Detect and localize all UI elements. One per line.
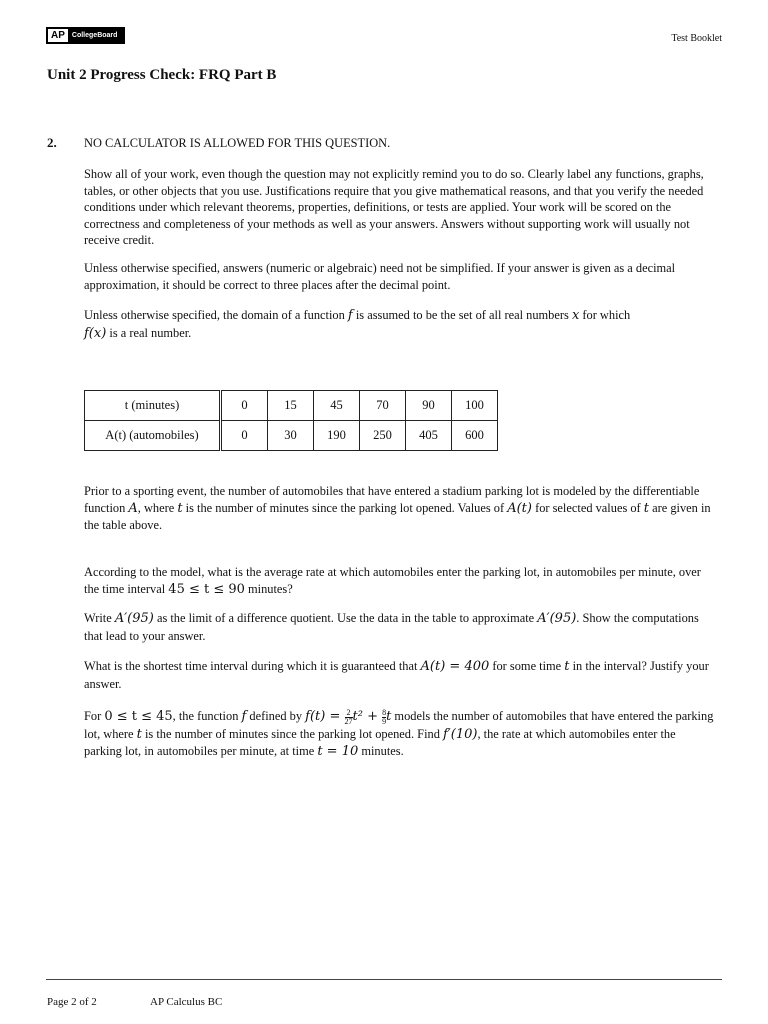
- domain-text-b: is assumed to be the set of all real numbers: [352, 308, 572, 322]
- part-b-derivative-2: A′(95): [537, 611, 577, 626]
- table-cell: 190: [314, 421, 360, 451]
- calculator-note: [84, 135, 714, 152]
- intro-var-t: t: [177, 500, 183, 516]
- simplify-text: Unless otherwise specified, answers (numeric or algebraic) need not be simplified. If your answer is given as a decimal approximation, it should be correct to three places after the decimal point.: [84, 261, 676, 292]
- table-cell: 250: [360, 421, 406, 451]
- part-d-var-f: f: [241, 709, 247, 724]
- part-d-text-3: defined by: [246, 709, 306, 723]
- table-cell: 90: [406, 391, 452, 421]
- intro-At: A(t): [507, 500, 532, 516]
- intro-text-c: is the number of minutes since the parking lot opened. Values of: [182, 500, 508, 515]
- intro-text-a: Prior to a sporting event, the number of automobiles that have entered a stadium parking lot is modeled by the differentiable function: [84, 484, 700, 515]
- table-row-a: [85, 421, 498, 451]
- prompt-intro: [84, 483, 714, 534]
- fraction-denominator: 9: [382, 716, 387, 726]
- part-d: [84, 708, 714, 761]
- table-cell: 45: [314, 391, 360, 421]
- part-d-text-7: minutes.: [358, 744, 404, 759]
- part-d-derivative: f′(10): [443, 726, 478, 742]
- part-c-text: [84, 658, 714, 692]
- part-c: [84, 658, 714, 692]
- part-a: [84, 564, 714, 598]
- intro-text-e: are given in the table above.: [84, 500, 711, 532]
- part-b-text-1: Write: [84, 611, 115, 625]
- table-cell: 405: [406, 421, 452, 451]
- part-c-text-2: for some time: [489, 659, 565, 673]
- intro-text-b: , where: [137, 500, 178, 515]
- part-d-t-squared: t² +: [352, 709, 383, 724]
- instructions-text: Show all of your work, even though the question may not explicitly remind you to do so. Clearly label any functions, graphs, tables, or other objects that you use. Justifications require that you give mathematical reasons, and that you verify the needed conditions under which relevant theorems, properties, definitions, or tests are applied. Your work will be scored on the correctness and completeness of your methods as well as your answers. Answers without supporting work will usually not receive credit.: [84, 167, 704, 247]
- part-c-text-1: What is the shortest time interval during which it is guaranteed that: [84, 659, 421, 673]
- part-c-text-3: in the interval? Justify your answer.: [84, 659, 709, 691]
- fraction-numerator: 2: [346, 707, 351, 717]
- ap-logo-mark: AP: [48, 29, 68, 42]
- domain-text-a: Unless otherwise specified, the domain of a function: [84, 308, 348, 322]
- part-d-var-t2: t: [136, 726, 142, 742]
- fraction-denominator: 27: [344, 716, 353, 726]
- table-row-t: [85, 391, 498, 421]
- question-number: 2.: [47, 135, 57, 150]
- simplify-paragraph: [84, 260, 714, 293]
- intro-text-d: for selected values of: [531, 500, 644, 515]
- data-table: [84, 390, 498, 451]
- part-d-text: [84, 708, 714, 761]
- part-b-derivative-1: A′(95): [114, 611, 154, 626]
- part-d-ft: f(t) =: [305, 709, 345, 724]
- part-d-text-6: , the rate at which automobiles enter the parking lot, in automobiles per minute, at time: [84, 726, 676, 759]
- part-b: [84, 610, 714, 644]
- table-cell: 100: [452, 391, 498, 421]
- table-cell: 0: [221, 421, 268, 451]
- domain-fx: f(x): [84, 325, 107, 341]
- part-a-text-2: minutes?: [244, 581, 293, 596]
- table-cell: 70: [360, 391, 406, 421]
- collegeboard-logo-text: CollegeBoard: [71, 32, 118, 39]
- part-c-var-t: t: [564, 659, 570, 674]
- part-d-text-2: , the function: [172, 709, 242, 723]
- domain-paragraph: [84, 307, 714, 342]
- part-b-text-2: as the limit of a difference quotient. Use the data in the table to approximate: [153, 611, 538, 625]
- part-d-text-5: is the number of minutes since the parking lot opened. Find: [141, 726, 443, 741]
- table-cell: 0: [221, 391, 268, 421]
- test-booklet-label: Test Booklet: [671, 33, 722, 44]
- part-d-time: t = 10: [317, 744, 359, 760]
- page-number: Page 2 of 2: [47, 996, 97, 1008]
- part-d-var-t: t: [386, 709, 392, 724]
- part-d-text-1: For: [84, 709, 105, 723]
- fraction-2-27: [345, 709, 353, 726]
- part-d-interval: 0 ≤ t ≤ 45: [104, 709, 173, 724]
- table-header-a: A(t) (automobiles): [85, 421, 221, 451]
- prompt-intro-text: [84, 483, 714, 534]
- footer-divider: [46, 979, 722, 980]
- intro-var-A: A: [128, 500, 138, 516]
- page-title: Unit 2 Progress Check: FRQ Part B: [47, 67, 277, 83]
- table-cell: 30: [268, 421, 314, 451]
- domain-text-d: is a real number.: [106, 325, 192, 340]
- part-a-text: [84, 564, 714, 598]
- fraction-numerator: 8: [382, 707, 387, 717]
- domain-text: [84, 307, 714, 342]
- part-c-equation: A(t) = 400: [420, 659, 490, 674]
- part-d-text-4: models the number of automobiles that have entered the parking lot, where: [84, 709, 714, 741]
- domain-var-x: x: [571, 308, 580, 323]
- course-name: AP Calculus BC: [150, 996, 223, 1008]
- instructions-paragraph: [84, 166, 714, 249]
- domain-var-f: f: [347, 308, 353, 323]
- table-cell: 15: [268, 391, 314, 421]
- table-cell: 600: [452, 421, 498, 451]
- calculator-note-text: NO CALCULATOR IS ALLOWED FOR THIS QUESTION.: [84, 136, 391, 150]
- intro-var-t2: t: [643, 500, 650, 516]
- domain-text-c: for which: [579, 308, 631, 322]
- part-b-text: [84, 610, 714, 644]
- part-b-text-3: . Show the computations that lead to your answer.: [84, 611, 699, 643]
- table-header-t: t (minutes): [85, 391, 221, 421]
- part-a-text-1: According to the model, what is the average rate at which automobiles enter the parking lot, in automobiles per minute, over the time interval: [84, 565, 701, 596]
- part-a-interval: 45 ≤ t ≤ 90: [168, 581, 245, 597]
- ap-collegeboard-logo: [46, 27, 125, 44]
